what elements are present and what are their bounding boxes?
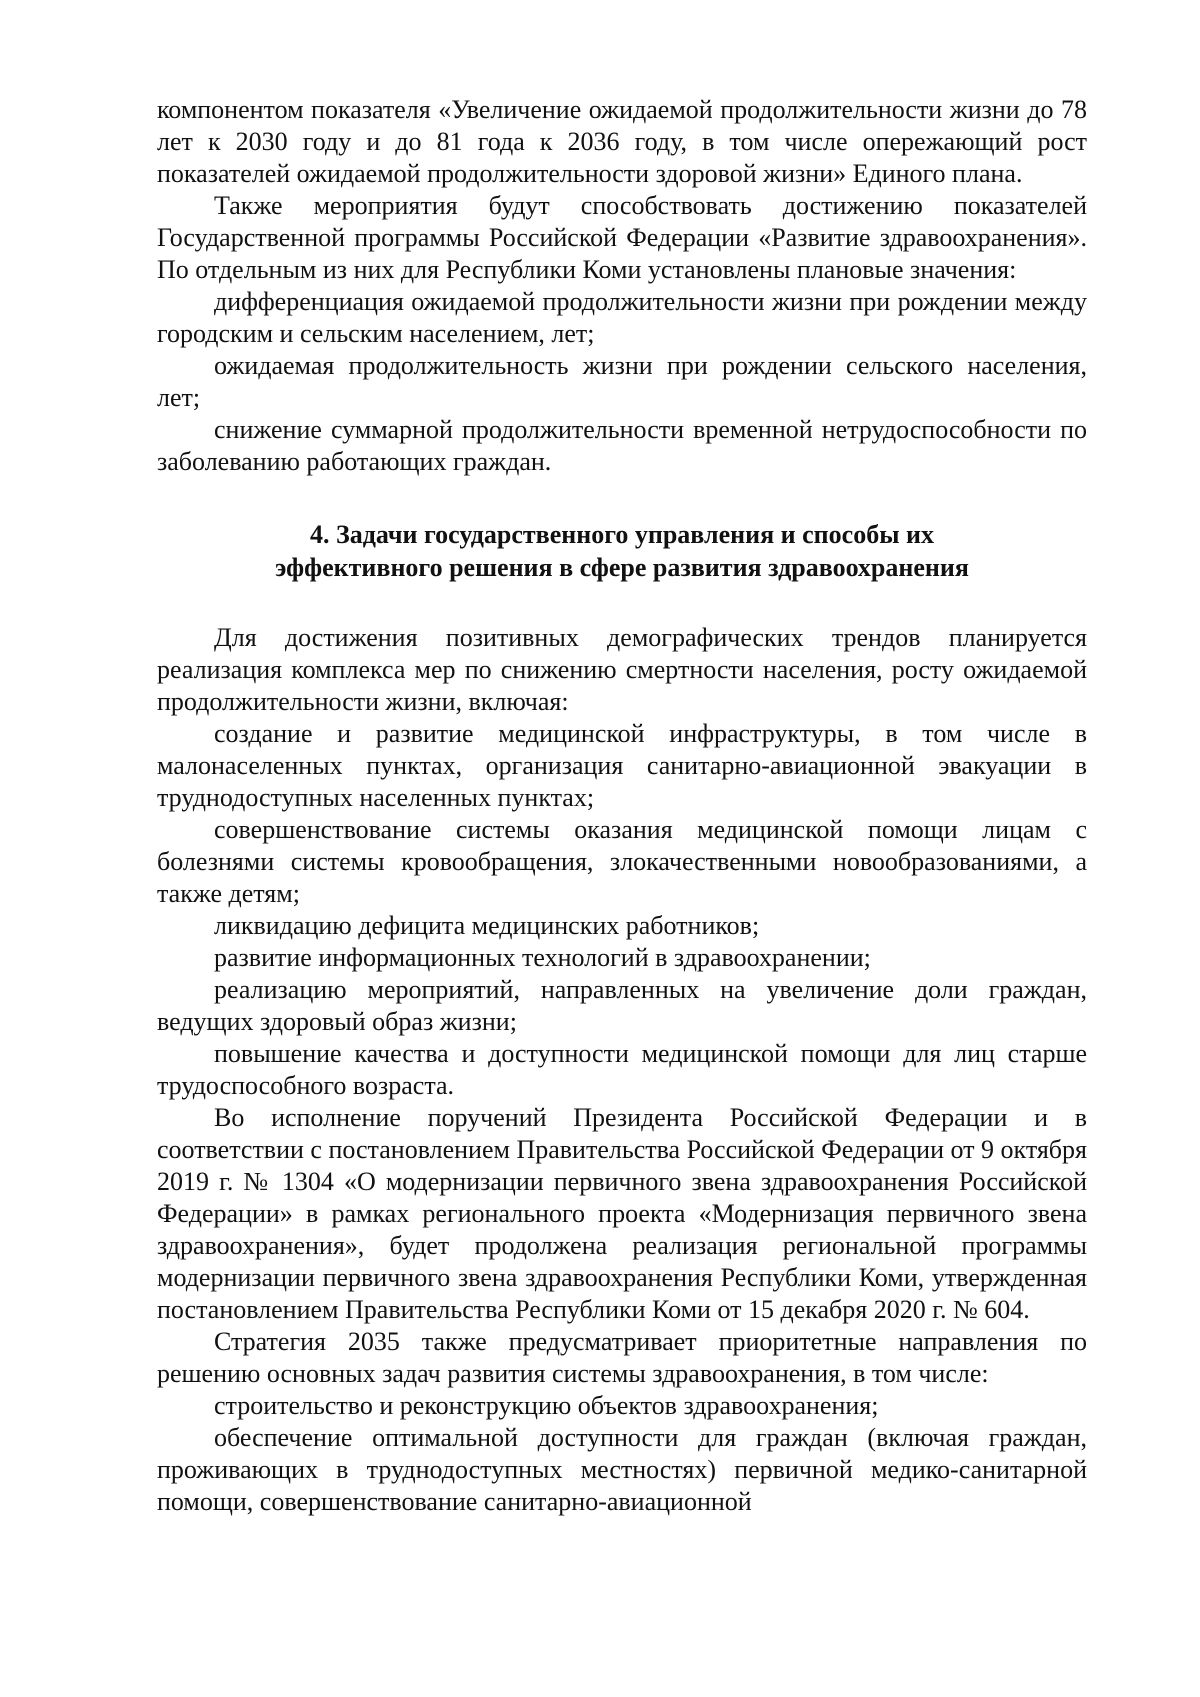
list-item-measure: реализацию мероприятий, направленных на увеличение доли граждан, ведущих здоровый образ жизни; bbox=[157, 975, 1087, 1036]
paragraph-strategy: Стратегия 2035 также предусматривает приоритетные направления по решению основных задач развития системы здравоохранения, в том числе: bbox=[157, 1327, 1087, 1388]
list-item-measure: ликвидацию дефицита медицинских работников; bbox=[214, 911, 760, 940]
list-item-indicator: дифференциация ожидаемой продолжительности жизни при рождении между городским и сельским населением, лет; bbox=[157, 287, 1087, 348]
paragraph-measures-intro: Для достижения позитивных демографических трендов планируется реализация комплекса мер по снижению смертности населения, росту ожидаемой продолжительности жизни, включая: bbox=[157, 623, 1087, 716]
section-heading-line: 4. Задачи государственного управления и способы их bbox=[310, 520, 934, 549]
section-heading-line: эффективного решения в сфере развития здравоохранения bbox=[275, 553, 969, 582]
list-item-measure: повышение качества и доступности медицинской помощи для лиц старше трудоспособного возраста. bbox=[157, 1039, 1087, 1100]
paragraph-continuation: компонентом показателя «Увеличение ожидаемой продолжительности жизни до 78 лет к 2030 году и до 81 года к 2036 году, в том числе опережающий рост показателей ожидаемой продолжительности здоровой жизни» Единого плана. bbox=[157, 95, 1087, 188]
list-item-measure: развитие информационных технологий в здравоохранении; bbox=[214, 943, 871, 972]
list-item-measure: создание и развитие медицинской инфраструктуры, в том числе в малонаселенных пунктах, организация санитарно-авиационной эвакуации в труднодоступных населенных пунктах; bbox=[157, 719, 1087, 812]
list-item-direction: строительство и реконструкцию объектов здравоохранения; bbox=[214, 1391, 879, 1420]
list-item-direction: обеспечение оптимальной доступности для граждан (включая граждан, проживающих в труднодоступных местностях) первичной медико-санитарной помощи, совершенствование санитарно-авиационной bbox=[157, 1423, 1087, 1516]
section-heading bbox=[157, 518, 1087, 584]
list-item-indicator: снижение суммарной продолжительности временной нетрудоспособности по заболеванию работающих граждан. bbox=[157, 415, 1087, 476]
list-item-indicator: ожидаемая продолжительность жизни при рождении сельского населения, лет; bbox=[157, 351, 1087, 412]
list-item-measure: совершенствование системы оказания медицинской помощи лицам с болезнями системы кровообращения, злокачественными новообразованиями, а также детям; bbox=[157, 815, 1087, 908]
paragraph-indicators-intro: Также мероприятия будут способствовать достижению показателей Государственной программы Российской Федерации «Развитие здравоохранения». По отдельным из них для Республики Коми установлены плановые значения: bbox=[157, 191, 1087, 284]
document-page bbox=[157, 94, 1087, 1518]
paragraph-modernization: Во исполнение поручений Президента Российской Федерации и в соответствии с постановлением Правительства Российской Федерации от 9 октября 2019 г. № 1304 «О модернизации первичного звена здравоохранения Российской Федерации» в рамках регионального проекта «Модернизация первичного звена здравоохранения», будет продолжена реализация региональной программы модернизации первичного звена здравоохранения Республики Коми, утвержденная постановлением Правительства Республики Коми от 15 декабря 2020 г. № 604. bbox=[157, 1103, 1087, 1324]
